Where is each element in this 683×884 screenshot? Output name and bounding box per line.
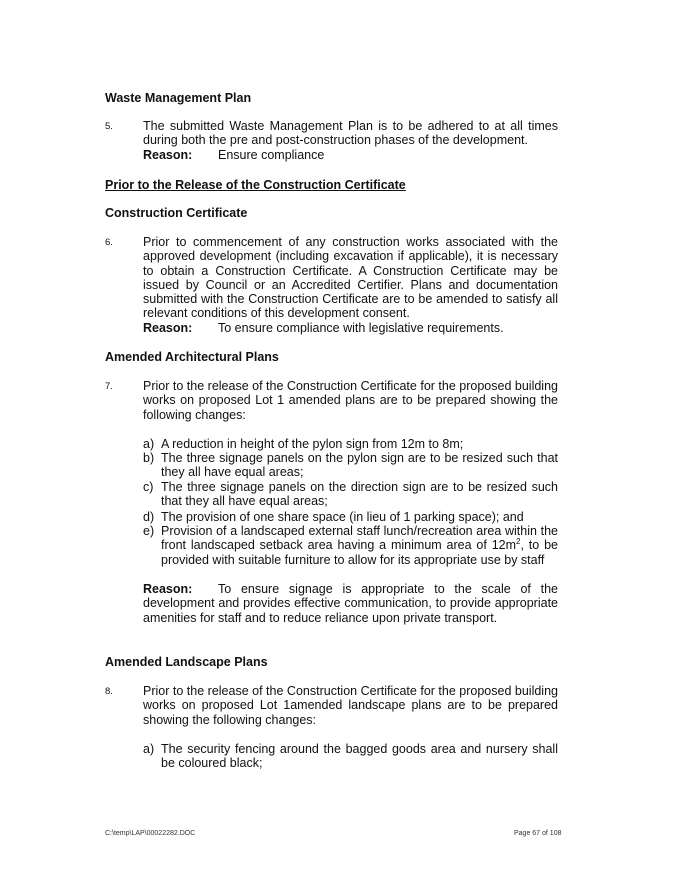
list-item [143,510,558,524]
list-item [143,480,558,509]
list-item-text: A reduction in height of the pylon sign from 12m to 8m; [161,437,464,451]
reason-label: Reason: [143,148,193,162]
condition-reason [143,582,558,625]
condition-number: 7. [105,381,113,392]
condition-reason [143,321,504,335]
list-marker: e) [143,524,155,538]
reason-text: Ensure compliance [218,148,325,162]
superscript: 2 [516,537,521,547]
heading-construction-certificate: Construction Certificate [105,206,248,220]
list-marker: a) [143,742,155,756]
heading-waste-management-plan: Waste Management Plan [105,91,252,105]
list-marker: a) [143,437,155,451]
condition-text: Prior to the release of the Construction Certificate for the proposed building works on proposed Lot 1amended landscape plans are to be prepared showing the following changes: [143,684,558,727]
list-item-text: The three signage panels on the pylon sign are to be resized such that they all have equal areas; [161,451,558,480]
list-item-text: The three signage panels on the direction sign are to be resized such that they all have equal areas; [161,480,558,509]
heading-prior-to-release: Prior to the Release of the Construction Certificate [105,178,406,192]
condition-number: 6. [105,237,113,248]
list-item-text: The security fencing around the bagged goods area and nursery shall be coloured black; [161,742,558,771]
condition-number: 8. [105,686,113,697]
heading-amended-architectural-plans: Amended Architectural Plans [105,350,279,364]
list-item [143,437,558,451]
reason-text: To ensure signage is appropriate to the scale of the development and provides effective communication, to provide appropriate amenities for staff and to reduce reliance upon private transport. [143,582,558,625]
list-item-text: Provision of a landscaped external staff lunch/recreation area within the front landscaped setback area having a minimum area of $12m^2$, to be provided with suitable furniture to allow for its appropriate use by staff [161,524,558,567]
list-marker: b) [143,451,155,465]
list-marker: c) [143,480,154,494]
footer-page-number: Page 67 of 108 [514,830,562,837]
list-item-text: The provision of one share space (in lieu of 1 parking space); and [161,510,524,524]
condition-reason [143,148,324,162]
condition-text: The submitted Waste Management Plan is to be adhered to at all times during both the pre and post-construction phases of the development. [143,119,558,148]
reason-label: Reason: [143,321,193,335]
reason-label: Reason: [143,582,193,596]
list-item [143,524,558,567]
list-marker: d) [143,510,155,524]
list-item [143,451,558,480]
condition-text: Prior to commencement of any construction works associated with the approved development (including excavation if applicable), it is necessary to obtain a Construction Certificate. A Construction Certificate may be issued by Council or an Accredited Certifier. Plans and documentation submitted with the Construction Certificate are to be amended to satisfy all relevant conditions of this development consent. [143,235,558,321]
heading-amended-landscape-plans: Amended Landscape Plans [105,655,268,669]
condition-text: Prior to the release of the Construction Certificate for the proposed building works on proposed Lot 1 amended plans are to be prepared showing the following changes: [143,379,558,422]
list-item [143,742,558,771]
reason-text: To ensure compliance with legislative requirements. [218,321,504,335]
footer-file-path: C:\temp\LAP\00022282.DOC [105,830,196,837]
condition-number: 5. [105,121,113,132]
